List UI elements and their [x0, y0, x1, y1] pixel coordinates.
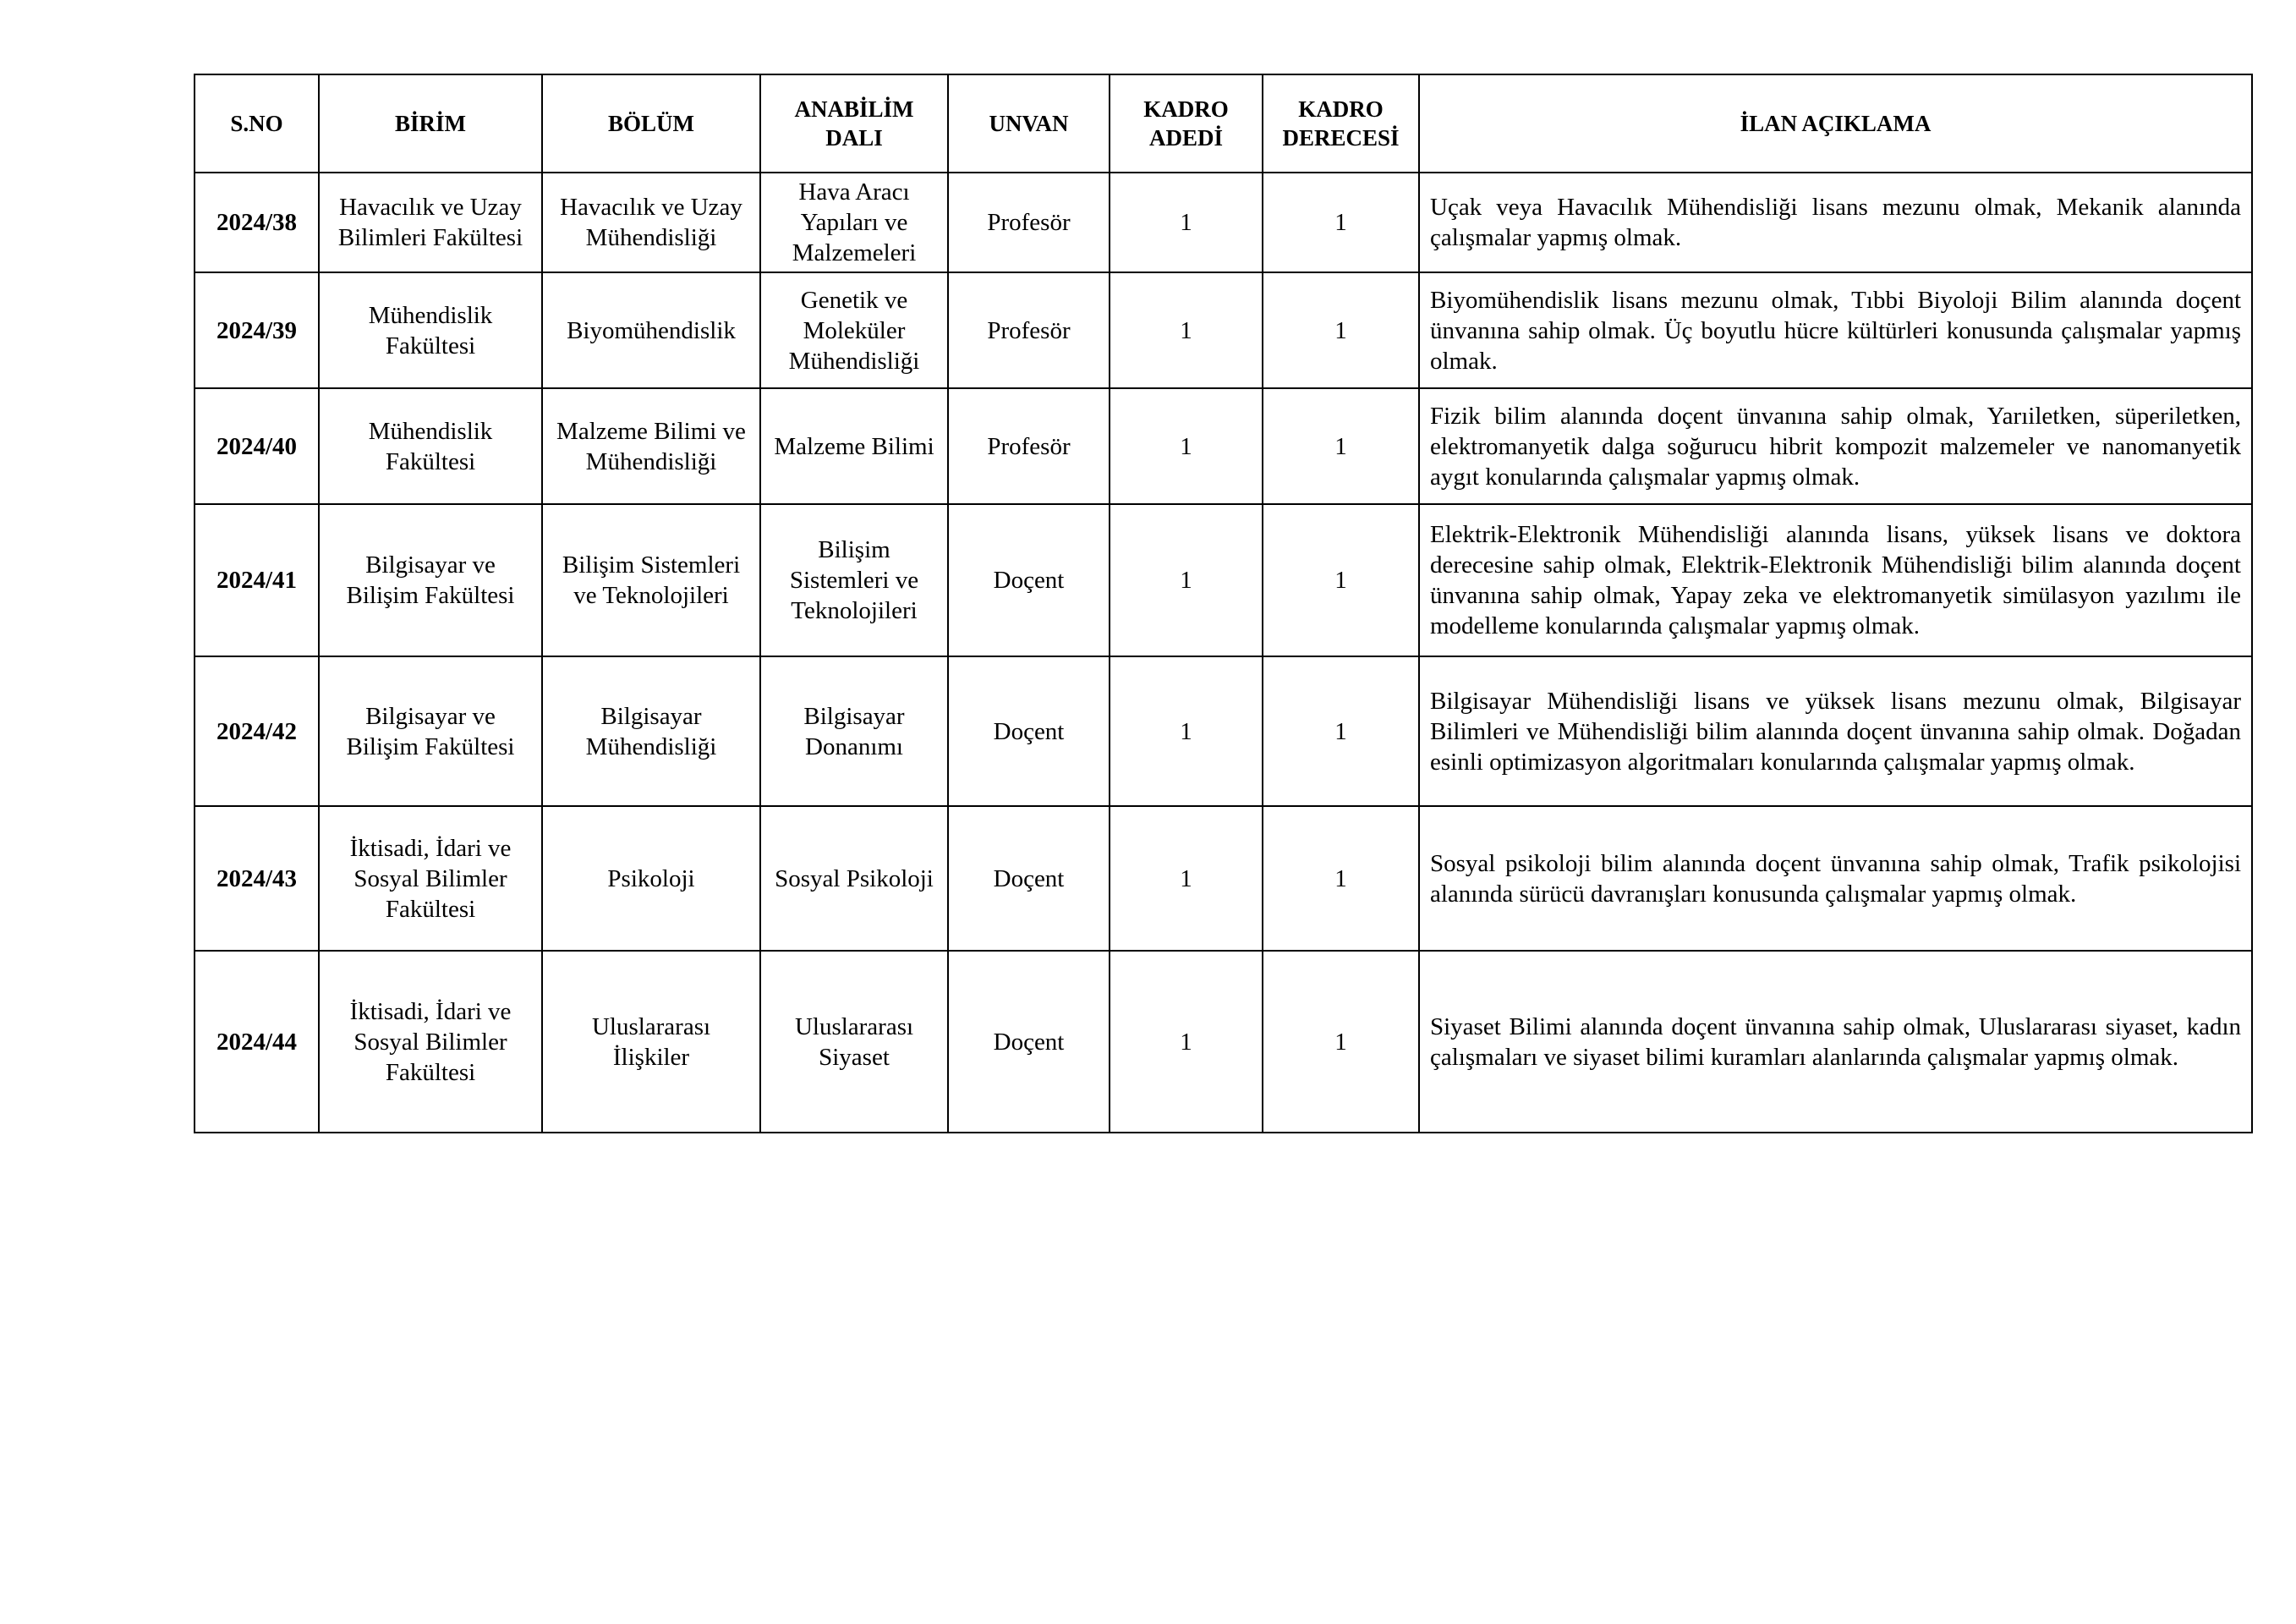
header-ilan-aciklama: İLAN AÇIKLAMA [1419, 74, 2252, 173]
cell-ilan-aciklama: Bilgisayar Mühendisliği lisans ve yüksek lisans mezunu olmak, Bilgisayar Bilimleri ve Mühendisliği bilim alanında doçent ünvanına sahip olmak. Doğadan esinli optimizasyon algoritmaları konularında çalışmalar yapmış olmak. [1419, 656, 2252, 806]
cell-kadro-adedi: 1 [1110, 173, 1263, 272]
table-row [195, 504, 2252, 656]
cell-sno: 2024/41 [195, 504, 319, 656]
cell-ilan-aciklama: Siyaset Bilimi alanında doçent ünvanına sahip olmak, Uluslararası siyaset, kadın çalışmaları ve siyaset bilimi kuramları alanlarında çalışmalar yapmış olmak. [1419, 951, 2252, 1133]
cell-bolum: Havacılık ve Uzay Mühendisliği [542, 173, 760, 272]
cell-unvan: Doçent [948, 504, 1110, 656]
cell-kadro-adedi: 1 [1110, 272, 1263, 388]
cell-bolum: Bilgisayar Mühendisliği [542, 656, 760, 806]
cell-bolum: Psikoloji [542, 806, 760, 951]
cell-sno: 2024/38 [195, 173, 319, 272]
header-sno: S.NO [195, 74, 319, 173]
cell-kadro-adedi: 1 [1110, 951, 1263, 1133]
header-birim: BİRİM [319, 74, 542, 173]
cell-kadro-derecesi: 1 [1263, 173, 1419, 272]
cell-bolum: Biyomühendislik [542, 272, 760, 388]
cell-anabilim-dali: Malzeme Bilimi [760, 388, 948, 504]
header-bolum: BÖLÜM [542, 74, 760, 173]
cell-kadro-derecesi: 1 [1263, 272, 1419, 388]
table-row [195, 272, 2252, 388]
cell-sno: 2024/44 [195, 951, 319, 1133]
table-row [195, 806, 2252, 951]
cell-sno: 2024/43 [195, 806, 319, 951]
cell-sno: 2024/40 [195, 388, 319, 504]
cell-kadro-derecesi: 1 [1263, 806, 1419, 951]
cell-sno: 2024/42 [195, 656, 319, 806]
cell-birim: Havacılık ve Uzay Bilimleri Fakültesi [319, 173, 542, 272]
cell-anabilim-dali: Sosyal Psikoloji [760, 806, 948, 951]
table-row [195, 951, 2252, 1133]
cell-anabilim-dali: Bilgisayar Donanımı [760, 656, 948, 806]
job-listing-table [194, 74, 2253, 1133]
header-kadro-derecesi: KADRO DERECESİ [1263, 74, 1419, 173]
cell-kadro-adedi: 1 [1110, 656, 1263, 806]
cell-ilan-aciklama: Uçak veya Havacılık Mühendisliği lisans mezunu olmak, Mekanik alanında çalışmalar yapmış olmak. [1419, 173, 2252, 272]
cell-kadro-adedi: 1 [1110, 504, 1263, 656]
cell-kadro-derecesi: 1 [1263, 504, 1419, 656]
cell-anabilim-dali: Hava Aracı Yapıları ve Malzemeleri [760, 173, 948, 272]
cell-anabilim-dali: Uluslararası Siyaset [760, 951, 948, 1133]
cell-bolum: Uluslararası İlişkiler [542, 951, 760, 1133]
cell-sno: 2024/39 [195, 272, 319, 388]
cell-unvan: Profesör [948, 388, 1110, 504]
cell-unvan: Doçent [948, 951, 1110, 1133]
table-header-row [195, 74, 2252, 173]
table-row [195, 173, 2252, 272]
header-anabilim-dali: ANABİLİM DALI [760, 74, 948, 173]
cell-anabilim-dali: Bilişim Sistemleri ve Teknolojileri [760, 504, 948, 656]
cell-kadro-derecesi: 1 [1263, 656, 1419, 806]
cell-unvan: Profesör [948, 272, 1110, 388]
cell-unvan: Profesör [948, 173, 1110, 272]
cell-kadro-derecesi: 1 [1263, 951, 1419, 1133]
cell-anabilim-dali: Genetik ve Moleküler Mühendisliği [760, 272, 948, 388]
cell-birim: İktisadi, İdari ve Sosyal Bilimler Fakültesi [319, 806, 542, 951]
cell-unvan: Doçent [948, 656, 1110, 806]
cell-birim: Mühendislik Fakültesi [319, 272, 542, 388]
cell-birim: Bilgisayar ve Bilişim Fakültesi [319, 656, 542, 806]
cell-birim: Mühendislik Fakültesi [319, 388, 542, 504]
table-row [195, 388, 2252, 504]
cell-unvan: Doçent [948, 806, 1110, 951]
cell-ilan-aciklama: Fizik bilim alanında doçent ünvanına sahip olmak, Yarıiletken, süperiletken, elektromanyetik dalga soğurucu hibrit kompozit malzemeler ve nanomanyetik aygıt konularında çalışmalar yapmış olmak. [1419, 388, 2252, 504]
cell-bolum: Malzeme Bilimi ve Mühendisliği [542, 388, 760, 504]
cell-ilan-aciklama: Elektrik-Elektronik Mühendisliği alanında lisans, yüksek lisans ve doktora derecesine sahip olmak, Elektrik-Elektronik Mühendisliği bilim alanında doçent ünvanına sahip olmak, Yapay zeka ve elektromanyetik simülasyon yazılımı ile modelleme konularında çalışmalar yapmış olmak. [1419, 504, 2252, 656]
cell-kadro-derecesi: 1 [1263, 388, 1419, 504]
cell-ilan-aciklama: Biyomühendislik lisans mezunu olmak, Tıbbi Biyoloji Bilim alanında doçent ünvanına sahip olmak. Üç boyutlu hücre kültürleri konusunda çalışmalar yapmış olmak. [1419, 272, 2252, 388]
cell-kadro-adedi: 1 [1110, 388, 1263, 504]
header-kadro-adedi: KADRO ADEDİ [1110, 74, 1263, 173]
cell-birim: İktisadi, İdari ve Sosyal Bilimler Fakültesi [319, 951, 542, 1133]
header-unvan: UNVAN [948, 74, 1110, 173]
cell-ilan-aciklama: Sosyal psikoloji bilim alanında doçent ünvanına sahip olmak, Trafik psikolojisi alanında sürücü davranışları konusunda çalışmalar yapmış olmak. [1419, 806, 2252, 951]
cell-kadro-adedi: 1 [1110, 806, 1263, 951]
cell-birim: Bilgisayar ve Bilişim Fakültesi [319, 504, 542, 656]
table-row [195, 656, 2252, 806]
cell-bolum: Bilişim Sistemleri ve Teknolojileri [542, 504, 760, 656]
